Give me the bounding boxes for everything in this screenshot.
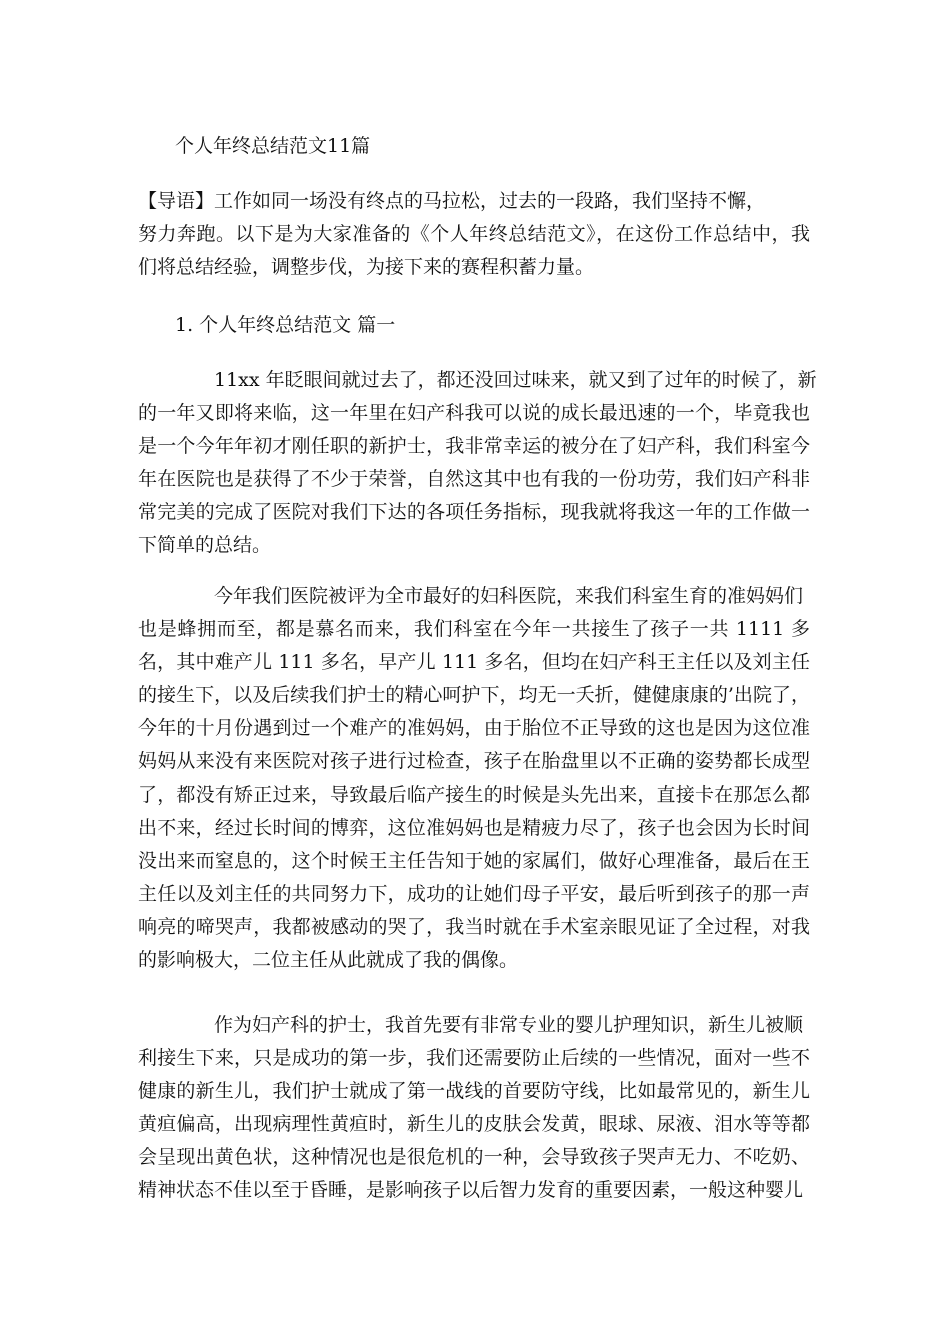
section-heading: 1. 个人年终总结范文 篇一 — [175, 314, 396, 336]
body-paragraph — [138, 580, 810, 980]
paragraph-body: 也是蜂拥而至，都是慕名而来，我们科室在今年一共接生了孩子一共 1111 多名，其中难产儿 111 多名，早产儿 111 多名，但均在妇产科王主任以及刘主任的接生下，以及后续我们护士的精心呵护下，均无一夭折，健健康康的’出院了，今年的十月份遇到过一个难产的准妈妈，由于胎位不正导致的这也是因为这位准妈妈从来没有来医院对孩子进行过检查，孩子在胎盘里以不正确的姿势都长成型了，都没有矫正过来，导致最后临产接生的时候是头先出来，直接卡在那怎么都出不来，经过长时间的博弈，这位准妈妈也是精疲力尽了，孩子也会因为长时间没出来而窒息的，这个时候王主任告知于她的家属们，做好心理准备，最后在王主任以及刘主任的共同努力下，成功的让她们母子平安，最后听到孩子的那一声响亮的啼哭声，我都被感动的哭了，我当时就在手术室亲眼见证了全过程，对我的影响极大，二位主任从此就成了我的偶像。 — [138, 618, 810, 972]
body-paragraph — [138, 364, 817, 564]
paragraph-body: 的一年又即将来临，这一年里在妇产科我可以说的成长最迅速的一个，毕竟我也是一个今年年初才刚任职的新护士，我非常幸运的被分在了妇产科，我们科室今年在医院也是获得了不少于荣誉，自然这其中也有我的一份功劳，我们妇产科非常完美的完成了医院对我们下达的各项任务指标，现我就将我这一年的工作做一下简单的总结。 — [138, 402, 810, 557]
body-paragraph — [138, 1009, 810, 1239]
document-title: 个人年终总结范文11篇 — [175, 135, 371, 157]
paragraph-first-line: 今年我们医院被评为全市最好的妇科医院，来我们科室生育的准妈妈们 — [214, 585, 804, 607]
paragraph-first-line: 11xx 年眨眼间就过去了，都还没回过味来，就又到了过年的时候了，新 — [214, 369, 817, 391]
paragraph-body: 利接生下来，只是成功的第一步，我们还需要防止后续的一些情况，面对一些不健康的新生儿，我们护士就成了第一战线的首要防守线，比如最常见的，新生儿黄疸偏高，出现病理性黄疸时，新生儿的皮肤会发黄，眼球、尿液、泪水等等都会呈现出黄色状，这种情况也是很危机的一种，会导致孩子哭声无力、不吃奶、精神状态不佳以至于昏睡，是影响孩子以后智力发育的重要因素，一般这种婴儿 — [138, 1047, 810, 1202]
intro-first-line: 【导语】工作如同一场没有终点的马拉松，过去的一段路，我们坚持不懈， — [138, 190, 766, 212]
intro-paragraph — [138, 185, 810, 285]
paragraph-first-line: 作为妇产科的护士，我首先要有非常专业的婴儿护理知识，新生儿被顺 — [214, 1014, 804, 1036]
intro-body: 努力奔跑。以下是为大家准备的《个人年终总结范文》，在这份工作总结中，我们将总结经验，调整步伐，为接下来的赛程积蓄力量。 — [138, 223, 810, 279]
